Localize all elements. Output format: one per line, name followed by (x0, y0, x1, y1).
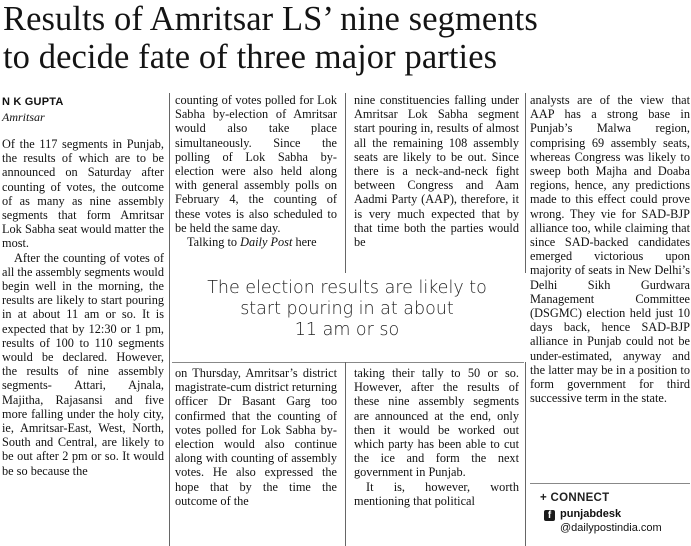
column-divider (169, 93, 170, 546)
email-address[interactable]: @dailypostindia.com (560, 522, 662, 534)
paragraph (175, 235, 337, 249)
pull-quote-divider (172, 362, 524, 363)
paragraph: on Thursday, Amritsar’s district magistrate-cum district returning officer Dr Basant Garg too confirmed that the counting of votes polled for Lok Sabha by-election would also continue along with counting of assembly votes. He also expressed the hope that by the time the outcome of the (175, 366, 337, 508)
paragraph: nine constituencies falling under Amritsar Lok Sabha segment start pouring in, results of almost all the remaining 108 assembly seats are likely to be out. Since there is a neck-and-neck fight between Congress and Aam Aadmi Party (AAP), therefore, it is very much expected that by that time both the parties would be (354, 93, 519, 250)
article-column-2-top (175, 93, 337, 269)
column-divider (345, 362, 346, 546)
article-column-4 (530, 93, 690, 464)
paragraph: counting of votes polled for Lok Sabha by-election of Amritsar would also take place simultaneously. Since the polling of Lok Sabha by-election were also held along with general assembly polls on February 4, the counting of these votes is also scheduled to be held the same day. (175, 93, 337, 235)
pull-quote-line-1: The election results are likely to (207, 278, 487, 298)
column-divider (525, 362, 526, 546)
article-column-3-bottom (354, 366, 519, 546)
connect-box (530, 483, 690, 546)
text-span: here (292, 235, 317, 250)
facebook-icon: f (544, 510, 555, 521)
pull-quote-line-3: 11 am or so (294, 320, 400, 340)
article-column-2-bottom (175, 366, 337, 546)
article-column-1 (2, 137, 164, 546)
headline-line-2: to decide fate of three major parties (3, 38, 498, 76)
column-divider (345, 93, 346, 273)
pull-quote-line-2: start pouring in at about (240, 299, 454, 319)
column-divider (525, 93, 526, 273)
paragraph: analysts are of the view that AAP has a strong base in Punjab’s Malwa region, comprising 69 assembly seats, whereas Congress was likely to sweep both Majha and Doaba regions, hence, any predictions made to this effect could prove wrong. They vie for SAD-BJP alliance too, while claiming that since SAD-backed candidates emerged victorious upon majority of seats in New Delhi’s Delhi Sikh Gurdwara Management Committee (DSGMC) election held just 10 days back, hence SAD-BJP alliance in Punjab could not be under-estimated, anyway and the latter may be in a position to form government for third successive term in the state. (530, 93, 690, 406)
publication-name: Daily Post (240, 235, 293, 250)
text-span: Talking to (187, 235, 241, 250)
paragraph: After the counting of votes of all the assembly segments would begin well in the morning, the results are likely to start pouring in at about 11 am or so. It is expected that by 12:30 or 1 pm, results of 100 to 110 segments would be declared. However, the results of nine assembly segments- Attari, Ajnala, Majitha, Rajasansi and five more falling under the holy city, ie, Amritsar-East, West, North, South and Central, are likely to be out after 2 pm or so. It would be so because the (2, 250, 164, 478)
social-handle[interactable]: punjabdesk (560, 508, 622, 520)
headline (3, 0, 691, 76)
paragraph: It is, however, worth mentioning that political (354, 479, 519, 508)
dateline: Amritsar (2, 110, 45, 124)
headline-line-1: Results of Amritsar LS’ nine segments (3, 0, 538, 38)
paragraph: taking their tally to 50 or so. However, after the results of these nine assembly segments are announced at the end, only then it would be worked out which party has been able to cut the ice and form the next government in Punjab. (354, 366, 519, 480)
pull-quote (172, 278, 522, 358)
paragraph: Of the 117 segments in Punjab, the results of which are to be announced on Saturday after counting of votes, the outcome of as many as nine assembly segments that form Amritsar Lok Sabha seat would matter the most. (2, 137, 164, 251)
article-column-3-top (354, 93, 519, 269)
connect-title: + CONNECT (540, 492, 610, 504)
social-contact (544, 508, 684, 536)
byline: N K GUPTA (2, 96, 64, 108)
